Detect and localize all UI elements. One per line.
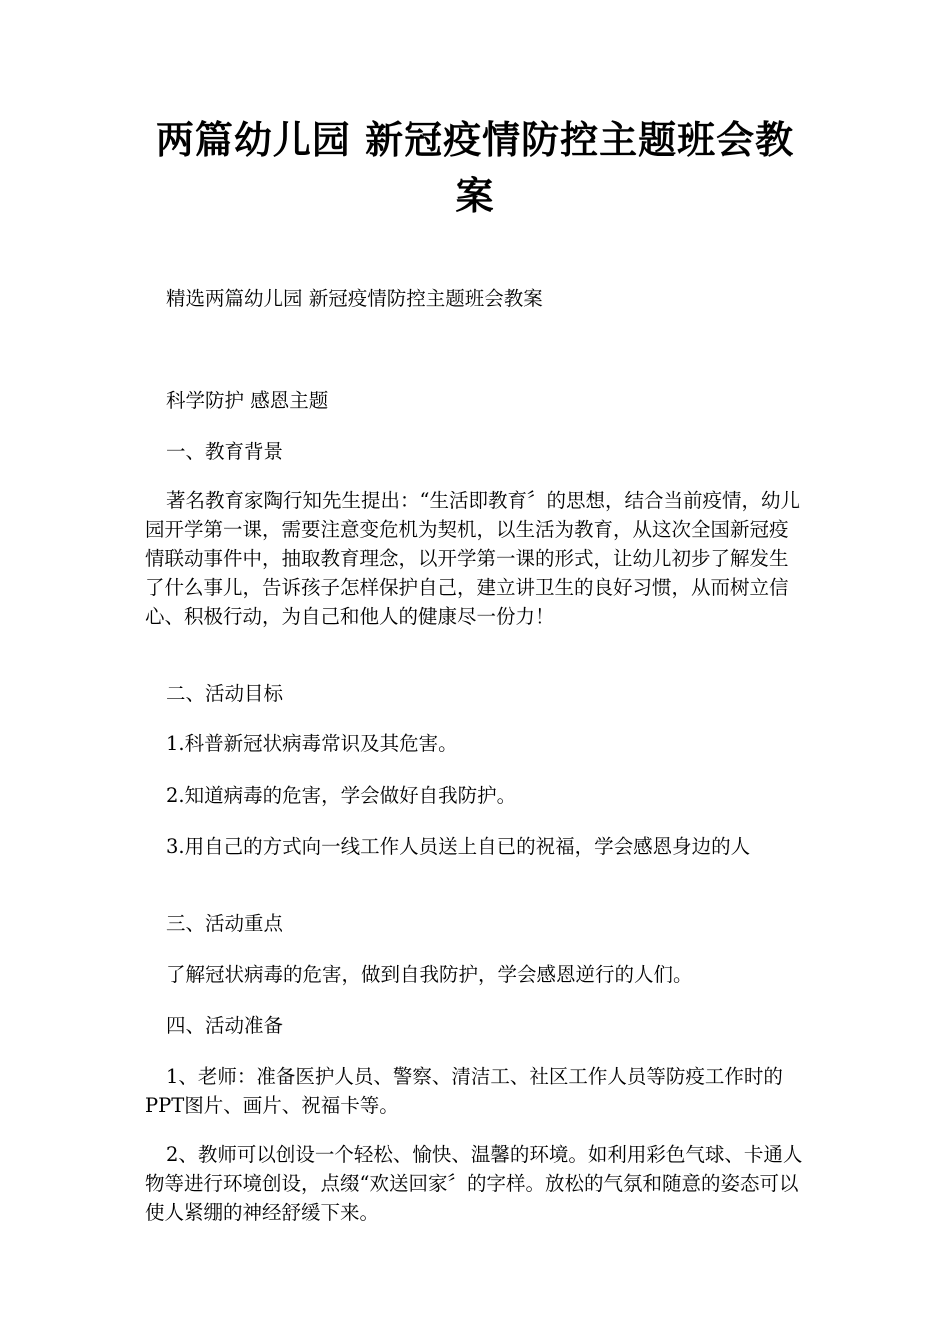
goal-item-2: 2.知道病毒的危害，学会做好自我防护。 [166,784,517,807]
document-subtitle: 精选两篇幼儿园 新冠疫情防控主题班会教案 [166,287,543,310]
section-heading-preparation: 四、活动准备 [166,1014,284,1037]
preparation-item-1: 1、老师：准备医护人员、警察、清洁工、社区工作人员等防疫工作时的PPT图片、画片、祝福卡等。 [145,1065,783,1117]
document-title: 两篇幼儿园 新冠疫情防控主题班会教案 [155,117,795,218]
background-paragraph: 著名教育家陶行知先生提出：“生活即教育〞的思想，结合当前疫情，幼儿园开学第一课，需要注意变危机为契机，以生活为教育，从这次全国新冠疫情联动事件中，抽取教育理念，以开学第一课的形式，让幼儿初步了解发生了什么事儿，告诉孩子怎样保护自己，建立讲卫生的良好习惯，从而树立信心、积极行动，为自己和他人的健康尽一份力！ [145,489,800,628]
section-heading-background: 一、教育背景 [166,440,284,463]
goal-item-1: 1.科普新冠状病毒常识及其危害。 [166,732,458,755]
focus-paragraph: 了解冠状病毒的危害，做到自我防护，学会感恩逆行的人们。 [166,963,693,986]
section-heading-focus: 三、活动重点 [166,912,284,935]
goal-item-3: 3.用自己的方式向一线工作人员送上自已的祝福，学会感恩身边的人 [166,835,751,858]
section-heading-goals: 二、活动目标 [166,682,284,705]
preparation-item-2: 2、教师可以创设一个轻松、愉快、温馨的环境。如利用彩色气球、卡通人物等进行环境创设，点缀“欢送回家〞的字样。放松的气氛和随意的姿态可以使人紧绷的神经舒缓下来。 [145,1143,803,1224]
theme-line: 科学防护 感恩主题 [166,389,329,412]
